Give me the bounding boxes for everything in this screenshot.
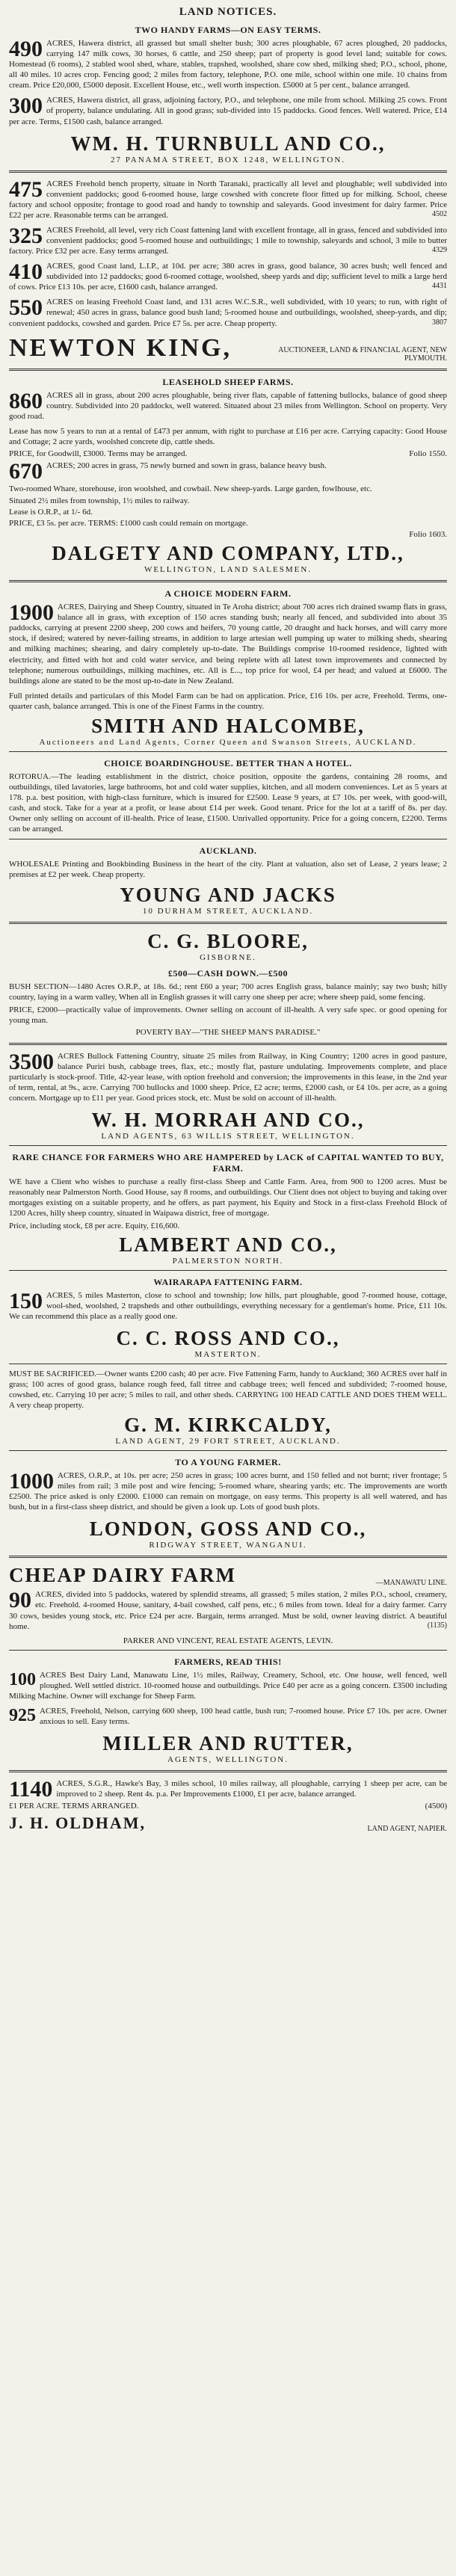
ad-bloore [9,930,447,1037]
listing-text: ACRES, Hawera district, all grass, adjoining factory, P.O., and telephone, one mile from school. Milking 25 cows. Front of property, balance undulating. All in good grass; sub-divided into 15 paddocks. Good fences. Well watered. Price, £14 per acre. Terms, £1500 cash, balance arranged. [9,96,447,126]
listing-90 [9,1589,447,1631]
ad-title: FARMERS, READ THIS! [174,1656,282,1667]
agent-address: Auctioneers and Land Agents, Corner Queen and Swanson Streets, AUCKLAND. [39,737,417,747]
agent-address: LAND AGENTS, 63 WILLIS STREET, WELLINGTON. [101,1132,355,1141]
acreage: 3500 [9,1049,54,1074]
situated-text: Situated 2½ miles from township, 1½ miles to railway. [9,496,190,506]
listing-100 [9,1670,447,1701]
agent-name: C. G. BLOORE, [147,929,309,952]
acreage: 410 [9,259,43,285]
ad-title: CHOICE BOARDINGHOUSE. BETTER THAN A HOTEL. [104,757,352,768]
listing-150 [9,1290,447,1322]
agent-name: PARKER AND VINCENT, REAL ESTATE AGENTS, LEVIN. [123,1636,333,1645]
slogan: POVERTY BAY—"THE SHEEP MAN'S PARADISE." [135,1027,321,1037]
listing-925 [9,1706,447,1727]
ref-number: 4431 [432,282,447,291]
divider [9,751,447,752]
ad-turnbull [9,25,447,164]
ad-cheap-dairy [9,1564,447,1645]
divider [9,580,447,582]
ad-kirkcaldy [9,1369,447,1446]
acreage: 860 [9,388,43,413]
listing-text: ACRES Bullock Fattening Country, situate 25 miles from Railway, in King Country; 1200 acres in good pasture, balance Puriri bush, cabbage trees, flax, etc.; mostly flat, pasture undulating. Improvements complete, and place particularly is stock-proof. Title, 42-year lease, with option freehold and conversion; the improvements in this lease, in the 2nd year of term, rental, at 9s., acre. Carrying 700 bullocks and 1000 sheep. Price, £2 acre; terms, £2000 cash, or £4 10s. per acre, as a going concern. Mortgage up to £11 per year. Good prices stock, etc. Must be sold on account of ill-health. [9,1051,447,1103]
agent-name: J. H. OLDHAM, [9,1814,147,1833]
listing-text: ROTORUA.—The leading establishment in the district, choice position, opposite the gardens, containing 28 rooms, and outbuildings, tiled lavatories, large bathrooms, hot and cold water supplies, kitchen, and all modern conveniences. Let as 5 years at 178. p.a. best position, with high-class furniture, which is insured for £2500. Lease 9 years, at £7 10s. per week, with good-will, cash, and stock. Take for a year at a profit, or lease about £14 per week. Good tenant. Price for the lot at a tariff of 8s. per day. Owner only selling on account of ill-health. Price of lease, £1500. Unrivalled opportunity. Price for a going concern, £2200. Terms can be arranged. [9,771,447,834]
agent-address: WELLINGTON, LAND SALESMEN. [144,565,312,575]
listing-325 [9,225,447,256]
ad-newton-king [9,176,447,363]
ad-morrah [9,1051,447,1141]
listing-text: WE have a Client who wishes to purchase a really first-class Sheep and Cattle Farm. Area, from 900 to 1200 acres. Must be reasonably near Palmerston North. Good House, say 8 rooms, and outbuildings. Our Client does not object to buying and taking over mortgages existing on a suitable property, and he offers, as part payment, his Equity and Stock in a first-class Freehold Block of 1200 Acres, hilly sheep country, situated in Waipawa district, free of mortgage. [9,1177,447,1218]
ad-title: TO A YOUNG FARMER. [175,1457,281,1468]
ad-miller-rutter [9,1657,447,1764]
divider [9,1043,447,1045]
ad-smith-halcombe [9,588,447,747]
agent-name: DALGETY AND COMPANY, LTD., [52,542,404,565]
listing-1900 [9,602,447,686]
agent-name: LONDON, GOSS AND CO., [89,1517,367,1541]
acreage: 90 [9,1588,31,1613]
ad-title: WAIRARAPA FATTENING FARM. [153,1276,303,1287]
listing-text: ACRES all in grass, about 200 acres ploughable, being river flats, capable of fattening bullocks, balance of good sheep country. Subdivided into 20 paddocks, well watered. Situated about 23 miles from Wellington. School on property. Very good road. [9,390,447,421]
ref-number: 4329 [432,246,447,255]
agent-address: GISBORNE. [200,952,256,962]
acreage: 925 [9,1705,36,1725]
listing-670 [9,459,447,484]
ref-number: (1135) [427,1621,447,1630]
divider [9,1556,447,1558]
listing-475 [9,176,447,221]
price: PRICE, £2000—practically value of improvements. Owner selling on account of ill-health. A very safe spec. or good opening for young man. [9,1005,447,1025]
acreage: 475 [9,176,43,202]
agent-address: 27 PANAMA STREET, BOX 1248, WELLINGTON. [110,155,346,164]
listing-text: ACRES on leasing Freehold Coast land, and 131 acres W.C.S.R., well subdivided, with 10 years; to run, with right of renewal; 450 acres in grass, balance good bush land; 5-roomed house and outbuildings, woolshed, sheep-yards, and dip; convenient paddocks, cowshed and garden. Price £7 5s. per acre. Cheap property. [9,298,447,328]
listing-1000 [9,1470,447,1512]
listing-text: ACRES, O.R.P., at 10s. per acre; 250 acres in grass; 100 acres burnt, and 150 felled and not burnt; river frontage; 5 miles from rail; 3 mile post and wire fencing; 5-roomed whare, shearing yards; etc. The improvements are worth £2500. The price asked is only £2000. £1000 can remain on mortgage, on easy terms. This property is all well watered, and has bush, but in a first-class sheep district, and should be given a look up. Lots of good bush plots. [9,1471,447,1512]
listing-text: ACRES Best Dairy Land, Manawatu Line, 1½ miles, Railway, Creamery, School, etc. One house, well fenced, well ploughed. Well settled district. 10-roomed house and outbuildings. Price £40 per acre as a going concern. £3500 including Milking Machine. Owner will exchange for Sheep Farm. [9,1670,447,1701]
agent-address: RIDGWAY STREET, WANGANUI. [149,1541,307,1550]
price-row [9,449,447,458]
ad-title: A CHOICE MODERN FARM. [164,588,292,600]
agent-name: G. M. KIRKCALDY, [124,1414,332,1437]
acreage: 325 [9,223,43,248]
listing-text: MUST BE SACRIFICED.—Owner wants £200 cash; 40 per acre. Five Fattening Farm, handy to Auckland; 360 ACRES over half in grass; 100 acres of good grass, balance rough feed, fall titree and cabbage trees; well fenced and subdivided; 7-roomed house, cowshed, etc. Carrying 10 per acre; 5 miles to rail, and other sheds. CARRYING 100 HEAD CATTLE AND DOES THEM WELL. A very cheap property. [9,1369,447,1410]
lease-rent: Lease is O.R.P., at 1/- 6d. [9,508,93,517]
price-row [9,1802,447,1811]
divider [9,1450,447,1451]
agent-name: NEWTON KING, [9,333,232,362]
ad-title: AUCKLAND. [199,845,257,857]
agent-block [9,1814,447,1833]
ad-tag: —MANAWATU LINE. [375,1579,447,1588]
agent-name: C. C. ROSS AND CO., [116,1326,340,1349]
listing-text: ACRES Freehold, all level, very rich Coast fattening land with excellent frontage, all in grass, fenced and subdivided into convenient paddocks; good 5-roomed house and outbuildings; 1 mile to township, saleyards and school, 3 mile to butter factory. Price £32 per acre. Easy terms arranged. [9,225,447,256]
agent-address: LAND AGENT, NAPIER. [367,1825,447,1834]
acreage: 550 [9,295,43,321]
listing-text: ACRES, divided into 5 paddocks, watered by splendid streams, all grassed; 5 miles station, 2 miles P.O., school, creamery, etc. Freehold. 4-roomed House, sanitary, 4-bail cowshed, calf pens, etc.; 6 miles from town. Ideal for a dairy farmer. Carry 30 cows, besides young stock, etc. Price £24 per acre. Bargain, terms arranged. Must be sold, owner leaving district. A beautiful home. [9,1590,447,1631]
ad-headline: CHEAP DAIRY FARM [9,1564,237,1587]
acreage: 150 [9,1288,43,1313]
agent-address: AGENTS, WELLINGTON. [167,1755,289,1765]
whare-text: Two-roomed Whare, storehouse, iron woolshed, and cowbail. New sheep-yards. Large garden, fowlhouse, etc. [9,484,372,494]
listing-text: ACRES, S.G.R., Hawke's Bay, 3 miles school, 10 miles railway, all ploughable, carrying 1 sheep per acre, can be improved to 2 sheep. Rent 4s. p.a. Per Improvements £1000, £1 per acre, balance arranged. [56,1779,447,1799]
divider [9,170,447,173]
listing-text: ACRES, Dairying and Sheep Country, situated in Te Aroha district; about 700 acres rich drained swamp flats in grass, balance all in grass, with exception of 150 acres standing bush; nearly all fenced, and subdivided into about 35 paddocks, carrying at present 2200 sheep, 200 cows and heifers, 70 young cattle, 20 draught and hack horses, and will carry more stock, if desired; watered by never-failing streams, in addition to large artesian well pumping up water to milking sheds, shearing and milking machines; shearing, and dairy completely up-to-date. The Buildings comprise 10-roomed residence, lighted with electricity, and fitted with hot and cold water service, and being replete with all latest town improvements and connected by telephone; numerous outbuildings, milking machines, etc. All is £..., top price for wool, £4 per head; and valued at £6000. The buildings alone are stated to be the most up-to-date in New Zealand. [9,603,447,685]
page-header: LAND NOTICES. [179,6,277,18]
agent-name: WM. H. TURNBULL AND CO., [70,132,386,155]
agent-name: W. H. MORRAH AND CO., [91,1109,365,1132]
ref-number: (4500) [425,1802,447,1811]
agent-name: SMITH AND HALCOMBE, [91,714,365,737]
listing-550 [9,297,447,328]
acreage: 490 [9,37,43,61]
acreage: 1900 [9,600,54,626]
acreage: 670 [9,459,43,484]
listing-text: ACRES, Hawera district, all grassed but small shelter bush; 300 acres ploughable, 67 acres ploughed, 20 paddocks, carrying 147 milk cows, 30 horses, 6 cattle, and 250 sheep; part of property is good level land; suitable for cows. Homestead (6 rooms), 2 stabled wool shed, whare, stables, trapshed, woolshed, share cow shed, milking shed; P.O., school, phone, all 40 miles. 10 acres crop. Fencing good; 2 miles from factory, telephone, P.O. one mile, school within one mile. 10 chains from cream. Price £20,000, £5000 deposit. Excellent House, etc., well worth inspection. £5000 at 5 per cent., balance arranged. [9,39,447,90]
divider [9,1770,447,1772]
listing-text: BUSH SECTION—1480 Acres O.R.P., at 18s. 6d.; rent £60 a year; 700 acres English grass, balance mainly; say two bush; hilly country, laying in a warm valley, When all in English grasses it will carry one sheep per acre; where sheep paid, some fencing. [9,982,447,1002]
plans-text: Full printed details and particulars of this Model Farm can be had on application. Price, £16 10s. per acre, Freehold. Terms, one-quarter cash, balance arranged. This is one of the Finest Farms in the country. [9,691,447,711]
listing-410 [9,261,447,292]
listing-text: ACRES, 5 miles Masterton, close to school and township; low hills, part ploughable, good 7-roomed house, cottage, wool-shed, woolshed, 2 trapsheds and other outbuildings, everything necessary for a gentleman's home. Price, £11 10s. We can recommend this place as a really good one. [9,1290,447,1321]
ad-title: TWO HANDY FARMS—ON EASY TERMS. [135,25,321,35]
divider [9,1650,447,1651]
ad-ross [9,1277,447,1359]
agent-name: MILLER AND RUTTER, [102,1732,354,1755]
divider [9,369,447,371]
headline-row [9,1564,447,1587]
price: PRICE, £3 5s. per acre. TERMS: £1000 cash could remain on mortgage. [9,519,248,529]
price: PRICE, for Goodwill, £3000. Terms may be arranged. [9,449,188,459]
listing-text: ACRES, good Coast land, L.I.P., at 10d. per acre; 380 acres in grass, good balance, 30 acres bush; well fenced and subdivided into 12 paddocks; good 6-roomed cottage, woolshed, sheep yards and dip; sufficient level to milk a large herd of cows. Price £13 10s. per acre, £1600 cash, balance arranged. [9,262,447,292]
agent-address: MASTERTON. [194,1349,262,1359]
agent-block [9,331,447,363]
price: Price, including stock, £8 per acre. Equity, £16,600. [9,1221,180,1230]
listing-text: WHOLESALE Printing and Bookbinding Business in the heart of the city. Plant at valuation, also set of Lease, 2 years lease; 2 premises at £2 per week. Cheap property. [9,860,447,880]
folio: Folio 1550. [409,449,447,459]
ref-number: 3807 [432,318,447,327]
ad-london-goss [9,1457,447,1550]
agent-address: PALMERSTON NORTH. [172,1256,284,1266]
listing-text: ACRES Freehold bench property, situate in North Taranaki, practically all level and ploughable; well subdivided into convenient paddocks; good 6-roomed house, large cowshed with concrete floor fitted up for milking. School, cheese factory and school opposite; frontage to good road and handy to township and saleyards. Good investment for dairy farmer. Price £22 per acre. Reasonable terms can be arranged. [9,179,447,220]
agent-name: YOUNG AND JACKS [120,883,336,906]
listing-text: ACRES; 200 acres in grass, 75 newly burned and sown in grass, balance heavy bush. [46,461,327,471]
ad-title: LEASEHOLD SHEEP FARMS. [162,376,294,387]
ad-young-jacks [9,845,447,915]
price: £1 PER ACRE. TERMS ARRANGED. [9,1802,139,1811]
lease-text: Lease has now 5 years to run at a rental of £473 per annum, with right to purchase at £16 per acre. Carrying capacity: Good House and Cottage; 2 acre yards, woolshed concrete dip, cattle sheds. [9,426,447,446]
cash-headline: £500—CASH DOWN.—£500 [167,967,288,979]
divider [9,1145,447,1146]
listing-3500 [9,1051,447,1103]
acreage: 1140 [9,1777,53,1802]
ref-number: 4502 [432,209,447,218]
ad-dalgety [9,377,447,574]
acreage: 100 [9,1669,36,1689]
divider [9,1270,447,1271]
ad-boardinghouse [9,758,447,834]
listing-490 [9,38,447,90]
agent-address: LAND AGENT, 29 FORT STREET, AUCKLAND. [115,1437,341,1446]
divider [9,922,447,924]
ad-oldham [9,1778,447,1833]
agent-address: AUCTIONEER, LAND & FINANCIAL AGENT, NEW PLYMOUTH. [278,345,447,363]
ad-title: RARE CHANCE FOR FARMERS WHO ARE HAMPERED by LACK of CAPITAL WANTED TO BUY, FARM. [12,1152,444,1174]
listing-860 [9,390,447,422]
listing-text: ACRES, Freehold, Nelson, carrying 600 sheep, 100 head cattle, bush run; 7-roomed house. Price £7 10s. per acre. Owner anxious to sell. Easy terms. [40,1706,447,1727]
agent-name: LAMBERT AND CO., [119,1233,337,1256]
listing-300 [9,95,447,126]
agent-address: 10 DURHAM STREET, AUCKLAND. [142,906,314,916]
ad-lambert [9,1152,447,1265]
folio: Folio 1603. [409,530,447,540]
acreage: 1000 [9,1469,54,1494]
acreage: 300 [9,93,43,119]
listing-1140 [9,1777,447,1802]
